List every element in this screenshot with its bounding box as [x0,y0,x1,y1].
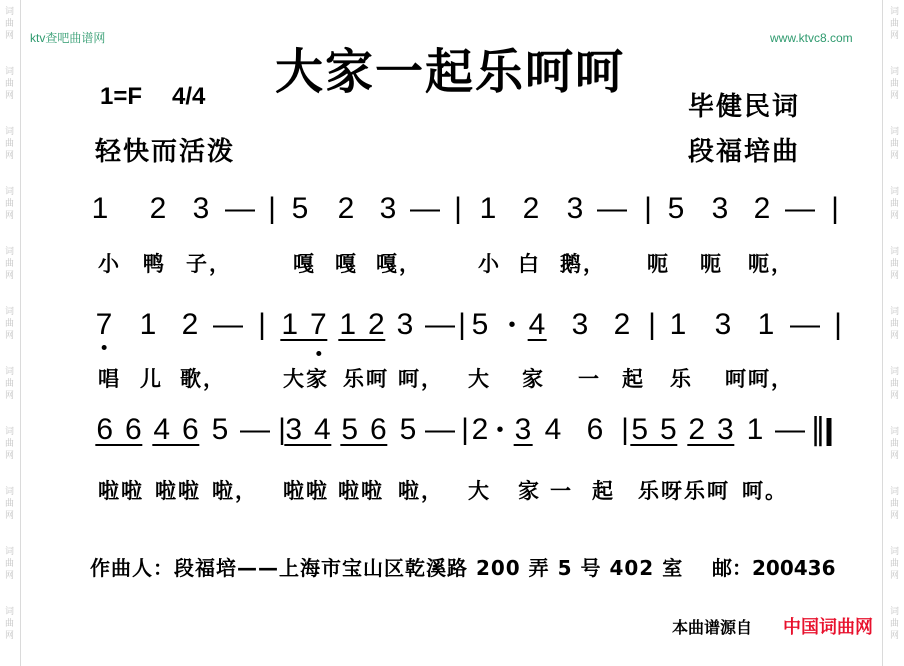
side-watermark-text: 词曲网 [3,126,13,162]
note-digit: 6 [96,413,113,446]
note-digit: 7 [95,308,113,341]
note-digit: 5 [211,413,229,446]
side-watermark-text: 词曲网 [888,6,898,42]
note-digit: 5 [471,308,489,341]
lyric-syllable: 嘎 [335,252,358,276]
dash-extension: — [410,192,440,225]
note-digit: 1 [479,192,497,225]
song-title: 大家一起乐呵呵 [275,44,626,100]
source-site-link[interactable]: 中国词曲网 [783,617,873,638]
barline: | [644,192,652,225]
lyric-syllable: 呵。 [742,479,788,503]
side-watermark-text: 词曲网 [888,546,898,582]
side-watermark-text: 词曲网 [888,246,898,282]
note-digit: 5 [667,192,685,225]
lyric-syllable: 呃 [700,252,723,276]
lyric-syllable: 鸭 [143,252,166,276]
side-watermark-text: 词曲网 [888,486,898,522]
composer-address: 作曲人：段福培——上海市宝山区乾溪路 200 弄 5 号 402 室 [90,556,684,580]
barline: | [648,308,656,341]
low-octave-note [310,309,327,341]
note-digit: 3 [711,192,729,225]
lyric-syllable: 唱 [98,367,121,391]
note-digit: 6 [586,413,604,446]
source-label: 本曲谱源自 [672,618,753,637]
lyric-syllable: 儿 [140,367,163,391]
site-name: ktv查吧曲谱网 [30,31,106,45]
dash-extension: — [240,413,270,446]
note-digit: 1 [91,192,109,225]
lyric-syllable: 啦啦 [98,479,144,503]
beamed-note-group [284,414,331,446]
dash-extension: — [225,192,255,225]
note-digit: 2 [181,308,199,341]
note-digit: 3 [571,308,589,341]
lyric-syllable: 呃 [647,252,670,276]
barline: | [831,192,839,225]
lyric-syllable: 啦啦 [283,479,329,503]
note-digit: 1 [139,308,157,341]
side-watermark-text: 词曲网 [3,66,13,102]
barline: | [258,308,266,341]
right-margin-line [882,0,883,666]
note-digit: 6 [182,413,199,446]
lyric-syllable: 子， [186,252,232,276]
side-watermark-text: 词曲网 [888,126,898,162]
beamed-note-group [338,309,385,341]
beamed-note-group [95,414,142,446]
lyric-syllable: 啦， [212,479,258,503]
time-signature: 4/4 [172,83,206,110]
lyric-syllable: 呵， [398,367,444,391]
lyric-syllable: 起 [592,479,615,503]
lyric-syllable: 嘎， [376,252,422,276]
side-watermark-text: 词曲网 [888,366,898,402]
lyric-syllable: 啦， [398,479,444,503]
dash-extension: — [213,308,243,341]
note-digit: 6 [125,413,142,446]
barline: | [461,413,469,446]
beamed-note-group [280,309,327,341]
side-watermark-text: 词曲网 [3,366,13,402]
lyric-syllable: 啦啦 [155,479,201,503]
note-digit: 2 [149,192,167,225]
side-watermark-text: 词曲网 [3,6,13,42]
note-digit: 2 [337,192,355,225]
note-digit: 2 [368,308,385,341]
final-barline: ‖ [810,412,826,447]
lyric-syllable: 大 [468,367,491,391]
barline: | [454,192,462,225]
note-digit: 3 [379,192,397,225]
augmentation-dot: • [508,314,516,336]
note-digit: 5 [341,413,358,446]
lyric-syllable: 呵呵， [725,367,794,391]
tempo-marking: 轻快而活泼 [95,137,236,167]
low-octave-dot [316,351,321,356]
barline: | [834,308,842,341]
dash-extension: — [425,308,455,341]
lyric-syllable: 家 [518,479,541,503]
site-url: www.ktvc8.com [770,31,853,45]
left-margin-line [20,0,21,666]
low-octave-note [96,309,113,341]
beamed-note-group [340,414,387,446]
barline: | [268,192,276,225]
lyric-syllable: 白 [518,252,541,276]
note-digit: 2 [688,413,705,446]
lyric-syllable: 起 [622,367,645,391]
note-digit: 5 [291,192,309,225]
dash-extension: — [597,192,627,225]
lyric-syllable: 乐 [670,367,693,391]
note-digit: 4 [544,413,562,446]
side-watermark-text: 词曲网 [3,246,13,282]
barline: | [278,413,286,446]
side-watermark-text: 词曲网 [3,186,13,222]
lyric-syllable: 乐呀乐呵 [638,479,730,503]
note-digit: 2 [753,192,771,225]
note-digit: 1 [339,308,356,341]
dash-extension: — [425,413,455,446]
lyric-syllable: 鹅， [560,252,606,276]
side-watermark-text: 词曲网 [888,426,898,462]
note-digit: 6 [370,413,387,446]
note-digit: 3 [566,192,584,225]
barline: | [458,308,466,341]
lyric-syllable: 大 [468,479,491,503]
dash-extension: — [785,192,815,225]
note-digit: 3 [192,192,210,225]
note-digit: 1 [757,308,775,341]
note-digit: 3 [714,308,732,341]
lyric-syllable: 小 [98,252,121,276]
beamed-note-group [514,414,533,446]
beamed-note-group [528,309,547,341]
side-watermark-text: 词曲网 [3,306,13,342]
lyric-syllable: 大家 [283,367,329,391]
note-digit: 4 [528,308,546,341]
note-digit: 4 [314,413,331,446]
dash-extension: — [790,308,820,341]
note-digit: 2 [613,308,631,341]
side-watermark-text: 词曲网 [3,486,13,522]
lyric-syllable: 嘎 [293,252,316,276]
lyric-syllable: 呃， [748,252,794,276]
note-digit: 3 [285,413,302,446]
note-digit: 5 [399,413,417,446]
beamed-note-group [630,414,677,446]
lyricist-credit: 毕健民词 [688,92,801,122]
lyric-syllable: 小 [478,252,501,276]
low-octave-dot [102,345,107,350]
side-watermark-text: 词曲网 [3,546,13,582]
side-watermark-text: 词曲网 [3,426,13,462]
note-digit: 3 [717,413,734,446]
postal-code: 邮：200436 [712,556,836,580]
side-watermark-text: 词曲网 [888,66,898,102]
note-digit: 5 [631,413,648,446]
side-watermark-text: 词曲网 [888,186,898,222]
note-digit: 3 [514,413,532,446]
note-digit: 1 [746,413,764,446]
augmentation-dot: • [496,419,504,441]
note-digit: 7 [310,308,327,341]
lyric-syllable: 歌， [180,367,226,391]
barline: | [621,413,629,446]
note-digit: 4 [153,413,170,446]
lyric-syllable: 一 [578,367,601,391]
side-watermark-text: 词曲网 [3,606,13,642]
side-watermark-text: 词曲网 [888,606,898,642]
note-digit: 3 [396,308,414,341]
note-digit: 1 [281,308,298,341]
composer-credit: 段福培曲 [688,137,801,167]
beamed-note-group [687,414,734,446]
note-digit: 5 [660,413,677,446]
lyric-syllable: 啦啦 [338,479,384,503]
note-digit: 2 [522,192,540,225]
dash-extension: — [775,413,805,446]
note-digit: 1 [669,308,687,341]
lyric-syllable: 家 [522,367,545,391]
lyric-syllable: 乐呵 [343,367,389,391]
note-digit: 2 [471,413,489,446]
beamed-note-group [152,414,199,446]
lyric-syllable: 一 [550,479,573,503]
side-watermark-text: 词曲网 [888,306,898,342]
key-signature: 1=F [100,83,143,110]
